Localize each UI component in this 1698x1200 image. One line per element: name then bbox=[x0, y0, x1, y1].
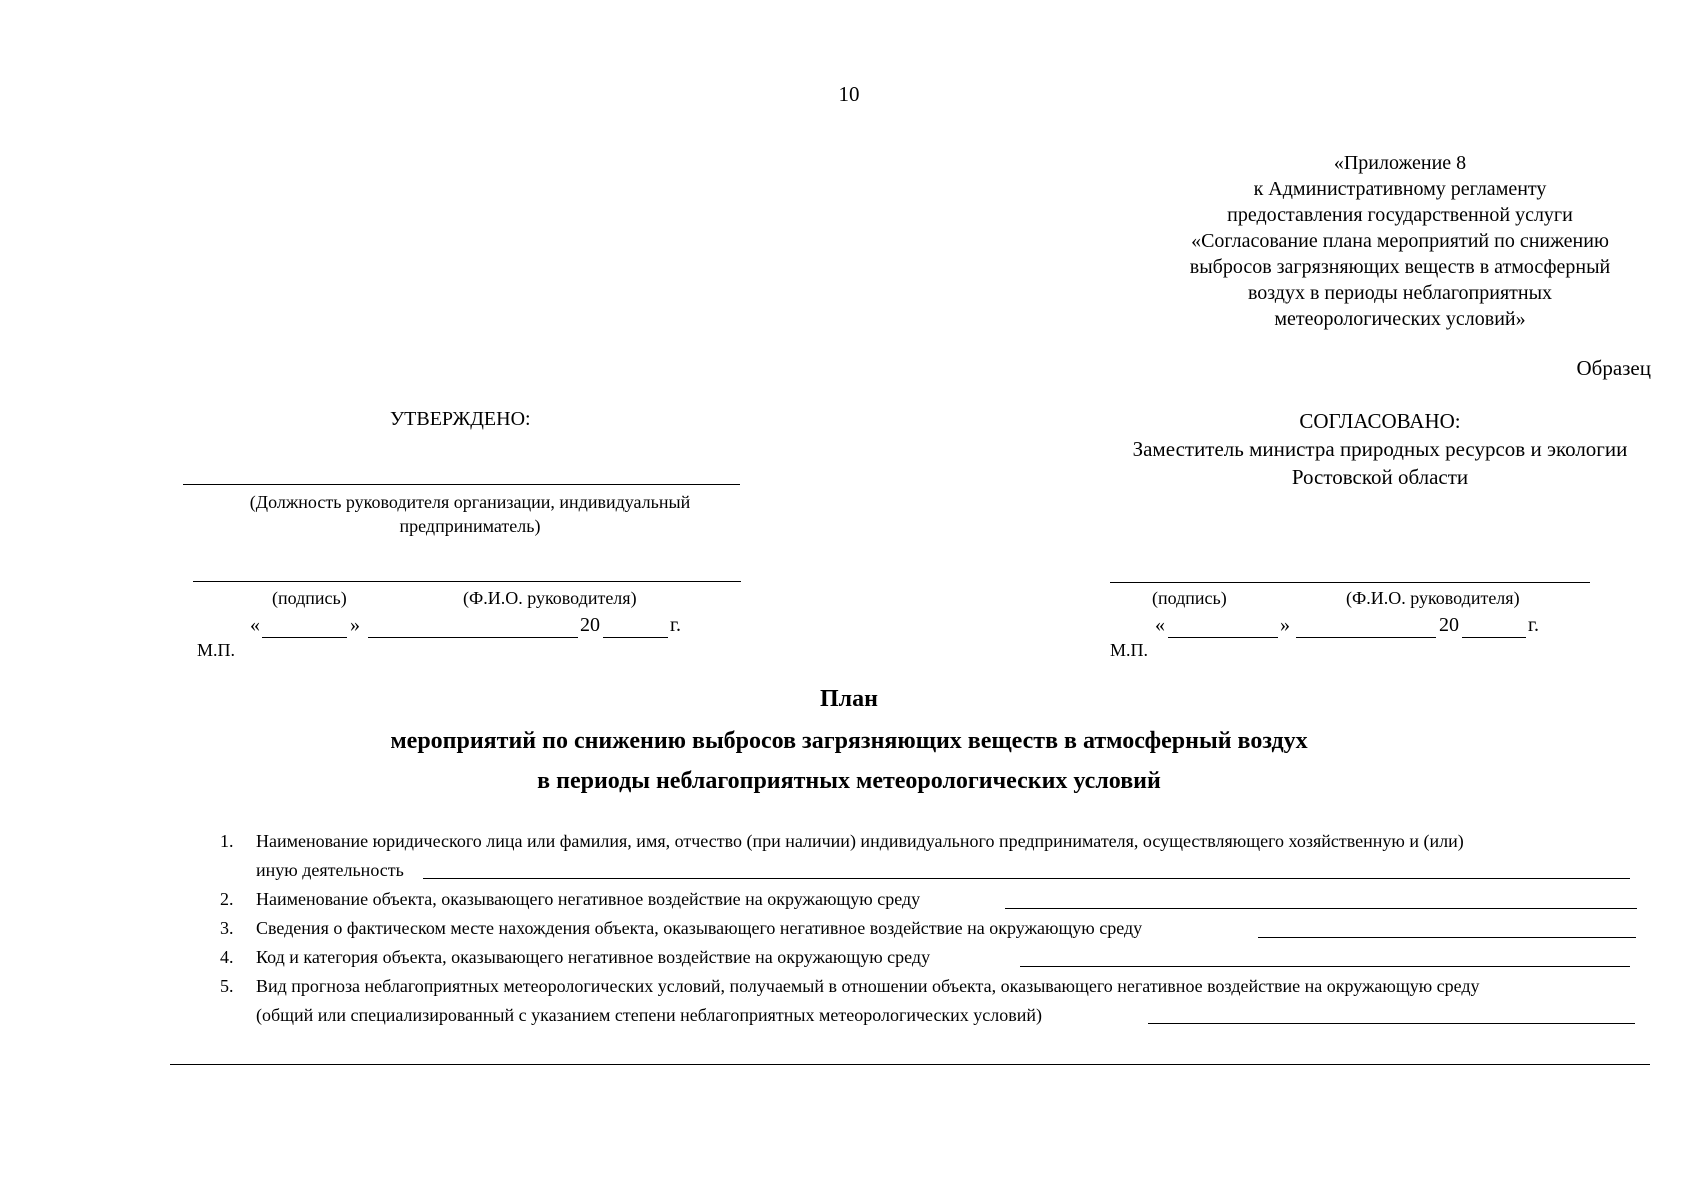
approved-name-label: (Ф.И.О. руководителя) bbox=[463, 588, 637, 608]
position-caption-line: предприниматель) bbox=[399, 516, 541, 536]
agreed-title: СОГЛАСОВАНО: bbox=[1299, 409, 1461, 433]
item-text: иную деятельность bbox=[256, 860, 404, 880]
item-text: Наименование юридического лица или фамилия, имя, отчество (при наличии) индивидуального предпринимателя, осуществляющего хозяйственную и (или) bbox=[256, 831, 1464, 851]
position-line[interactable] bbox=[183, 484, 740, 485]
appendix-line: метеорологических условий» bbox=[1274, 308, 1526, 330]
appendix-line: «Приложение 8 bbox=[1333, 152, 1467, 174]
agreed-date-open: « bbox=[1155, 614, 1165, 636]
approved-day-field[interactable] bbox=[262, 637, 347, 638]
approved-signature-line[interactable] bbox=[193, 581, 741, 582]
item-text: Наименование объекта, оказывающего негативное воздействие на окружающую среду bbox=[256, 889, 921, 909]
item-text: Код и категория объекта, оказывающего негативное воздействие на окружающую среду bbox=[256, 947, 931, 967]
item-1-fill-line[interactable] bbox=[423, 878, 1630, 879]
appendix-line: воздух в периоды неблагоприятных bbox=[1247, 282, 1553, 304]
appendix-line: выбросов загрязняющих веществ в атмосферный bbox=[1189, 256, 1611, 278]
approved-year-suffix: г. bbox=[670, 614, 681, 636]
appendix-block bbox=[1150, 150, 1650, 332]
approved-date-close: » bbox=[350, 614, 360, 636]
position-caption bbox=[170, 490, 770, 538]
approved-stamp: М.П. bbox=[197, 640, 236, 660]
agreed-line: Заместитель министра природных ресурсов и экологии bbox=[1132, 437, 1628, 461]
position-caption-line: (Должность руководителя организации, индивидуальный bbox=[249, 492, 691, 512]
approved-year-field[interactable] bbox=[603, 637, 668, 638]
agreed-date-close: » bbox=[1280, 614, 1290, 636]
agreed-line: Ростовской области bbox=[1291, 465, 1469, 489]
agreed-block bbox=[1040, 407, 1698, 491]
item-3-fill-line[interactable] bbox=[1258, 937, 1636, 938]
approved-year-prefix: 20 bbox=[580, 614, 600, 636]
item-text: Вид прогноза неблагоприятных метеорологических условий, получаемый в отношении объекта, оказывающего негативное воздействие на окружающую среду bbox=[256, 976, 1480, 996]
item-number: 4. bbox=[220, 947, 234, 967]
plan-subtitle: в периоды неблагоприятных метеорологических условий bbox=[537, 768, 1161, 794]
appendix-line: к Административному регламенту bbox=[1253, 178, 1547, 200]
agreed-day-field[interactable] bbox=[1168, 637, 1278, 638]
item-text: Сведения о фактическом месте нахождения объекта, оказывающего негативное воздействие на окружающую среду bbox=[256, 918, 1143, 938]
sample-label: Образец bbox=[1576, 356, 1651, 380]
plan-subtitle: мероприятий по снижению выбросов загрязняющих веществ в атмосферный воздух bbox=[390, 728, 1308, 754]
agreed-month-field[interactable] bbox=[1296, 637, 1436, 638]
approved-date-open: « bbox=[250, 614, 260, 636]
page-number: 10 bbox=[838, 82, 860, 106]
approved-signature-label: (подпись) bbox=[272, 588, 347, 608]
agreed-name-label: (Ф.И.О. руководителя) bbox=[1346, 588, 1520, 608]
item-number: 5. bbox=[220, 976, 234, 996]
item-number: 2. bbox=[220, 889, 234, 909]
item-4-fill-line[interactable] bbox=[1020, 966, 1630, 967]
item-number: 1. bbox=[220, 831, 234, 851]
item-5-fill-line[interactable] bbox=[1148, 1023, 1635, 1024]
agreed-signature-label: (подпись) bbox=[1152, 588, 1227, 608]
item-number: 3. bbox=[220, 918, 234, 938]
appendix-line: «Согласование плана мероприятий по снижению bbox=[1191, 230, 1609, 252]
agreed-year-prefix: 20 bbox=[1439, 614, 1459, 636]
agreed-year-field[interactable] bbox=[1462, 637, 1526, 638]
agreed-signature-line[interactable] bbox=[1110, 582, 1590, 583]
approved-month-field[interactable] bbox=[368, 637, 578, 638]
item-text: (общий или специализированный с указанием степени неблагоприятных метеорологических условий) bbox=[256, 1005, 1043, 1025]
plan-title: План bbox=[820, 686, 878, 712]
appendix-line: предоставления государственной услуги bbox=[1227, 204, 1573, 226]
approved-title: УТВЕРЖДЕНО: bbox=[390, 408, 531, 430]
item-2-fill-line[interactable] bbox=[1005, 908, 1637, 909]
agreed-stamp: М.П. bbox=[1110, 640, 1149, 660]
agreed-year-suffix: г. bbox=[1528, 614, 1539, 636]
footer-rule bbox=[170, 1064, 1650, 1065]
